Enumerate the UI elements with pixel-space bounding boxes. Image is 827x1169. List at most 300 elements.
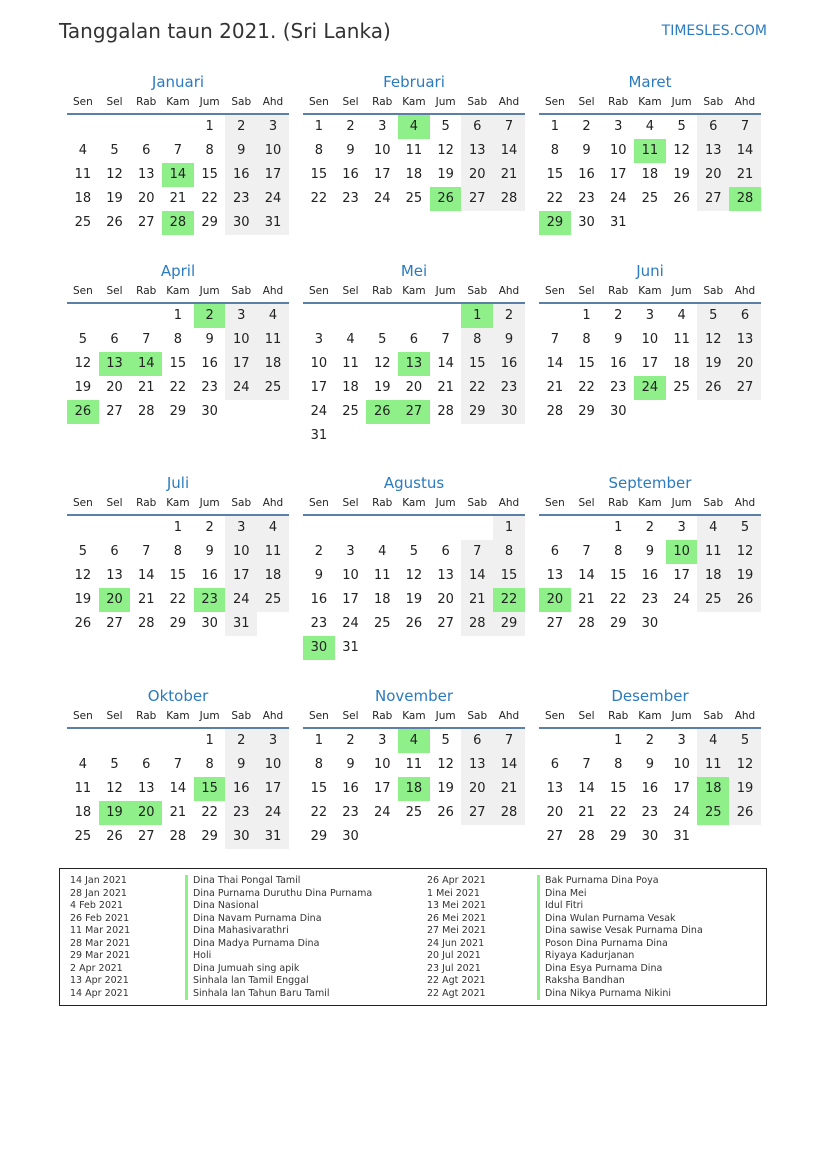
weekday-label: Sab bbox=[231, 710, 252, 722]
week-row bbox=[303, 139, 525, 163]
empty-cell bbox=[366, 424, 398, 448]
week-row bbox=[67, 801, 289, 825]
day-cell: 22 bbox=[169, 592, 187, 607]
week-row bbox=[67, 304, 289, 328]
day-cell: 12 bbox=[697, 328, 729, 352]
brand-link[interactable]: TIMESLES.COM bbox=[661, 23, 767, 39]
day-cell: 15 bbox=[201, 167, 218, 182]
day-cell: 5 bbox=[729, 516, 761, 540]
empty-cell bbox=[99, 729, 131, 753]
holiday-date: 14 Apr 2021 bbox=[70, 987, 129, 999]
day-cell: 22 bbox=[201, 805, 218, 820]
holiday-cell: 19 bbox=[99, 801, 131, 825]
weekday-label: Sab bbox=[703, 710, 724, 722]
day-cell: 31 bbox=[257, 211, 289, 235]
week-row bbox=[67, 777, 289, 801]
week-row bbox=[303, 564, 525, 588]
empty-cell bbox=[634, 400, 666, 424]
day-cell: 23 bbox=[641, 592, 659, 607]
day-cell: 5 bbox=[441, 733, 450, 748]
empty-cell bbox=[303, 516, 335, 540]
holiday-cell: 1 bbox=[461, 304, 493, 328]
empty-cell bbox=[493, 636, 525, 660]
weekday-label: Jum bbox=[671, 497, 692, 509]
day-cell: 25 bbox=[641, 191, 659, 206]
weekday-label: Rab bbox=[608, 497, 629, 509]
empty-cell bbox=[130, 115, 162, 139]
holiday-date: 11 Mar 2021 bbox=[70, 925, 131, 936]
day-cell: 25 bbox=[405, 191, 423, 206]
empty-cell bbox=[634, 211, 666, 235]
day-cell: 12 bbox=[673, 143, 690, 158]
empty-cell bbox=[398, 424, 430, 448]
weekday-label: Sen bbox=[72, 96, 93, 108]
day-cell: 16 bbox=[641, 568, 659, 583]
day-cell: 12 bbox=[373, 356, 391, 371]
day-cell: 3 bbox=[645, 308, 655, 323]
holiday-cell: 4 bbox=[398, 115, 430, 139]
day-cell: 13 bbox=[137, 781, 155, 796]
day-cell: 13 bbox=[461, 139, 493, 163]
weekday-label: Sen bbox=[308, 96, 329, 108]
day-cell: 21 bbox=[729, 163, 761, 187]
day-cell: 21 bbox=[493, 163, 525, 187]
empty-cell bbox=[539, 304, 571, 328]
empty-cell bbox=[366, 636, 398, 660]
day-cell: 5 bbox=[441, 119, 450, 134]
empty-cell bbox=[666, 211, 698, 235]
day-cell: 1 bbox=[205, 733, 214, 748]
day-cell: 22 bbox=[201, 191, 218, 206]
empty-cell bbox=[335, 304, 367, 328]
day-cell: 12 bbox=[74, 356, 92, 371]
day-cell: 10 bbox=[342, 568, 359, 583]
day-cell: 11 bbox=[405, 757, 423, 772]
day-cell: 24 bbox=[225, 588, 257, 612]
empty-cell bbox=[729, 400, 761, 424]
day-cell: 16 bbox=[342, 167, 359, 182]
weekday-label: Rab bbox=[136, 710, 157, 722]
day-cell: 29 bbox=[201, 215, 218, 230]
day-cell: 29 bbox=[609, 616, 627, 631]
day-cell: 9 bbox=[645, 757, 655, 772]
day-cell: 14 bbox=[546, 356, 564, 371]
week-row bbox=[303, 187, 525, 211]
week-row bbox=[303, 400, 525, 424]
weekday-label: Sab bbox=[231, 497, 252, 509]
day-cell: 7 bbox=[142, 544, 151, 559]
weekday-label: Kam bbox=[166, 710, 190, 722]
weekday-label: Kam bbox=[402, 497, 426, 509]
day-cell: 30 bbox=[342, 829, 359, 844]
empty-cell bbox=[67, 729, 99, 753]
weekday-header bbox=[303, 495, 525, 516]
day-cell: 1 bbox=[582, 308, 591, 323]
day-cell: 12 bbox=[74, 568, 92, 583]
day-cell: 6 bbox=[729, 304, 761, 328]
empty-cell bbox=[67, 304, 99, 328]
day-cell: 7 bbox=[173, 757, 183, 772]
week-row bbox=[539, 163, 761, 187]
holiday-date: 29 Mar 2021 bbox=[70, 950, 131, 961]
day-cell: 27 bbox=[546, 829, 564, 844]
day-cell: 24 bbox=[373, 191, 391, 206]
day-cell: 2 bbox=[645, 733, 655, 748]
day-cell: 23 bbox=[641, 805, 659, 820]
day-cell: 16 bbox=[342, 781, 359, 796]
day-cell: 7 bbox=[441, 332, 450, 347]
holiday-cell: 20 bbox=[130, 801, 162, 825]
day-cell: 22 bbox=[609, 592, 627, 607]
day-cell: 31 bbox=[342, 640, 359, 655]
holiday-cell: 15 bbox=[194, 777, 226, 801]
month-name: Februari bbox=[383, 73, 445, 91]
month-name: Mei bbox=[400, 262, 428, 280]
weekday-label: Kam bbox=[638, 497, 662, 509]
day-cell: 23 bbox=[225, 801, 257, 825]
day-cell: 3 bbox=[378, 119, 387, 134]
day-cell: 4 bbox=[677, 308, 686, 323]
week-row bbox=[539, 304, 761, 328]
weekday-header bbox=[539, 283, 761, 304]
empty-cell bbox=[430, 424, 462, 448]
weekday-label: Ahd bbox=[262, 497, 284, 509]
day-cell: 2 bbox=[582, 119, 591, 134]
holiday-cell: 20 bbox=[99, 588, 131, 612]
day-cell: 28 bbox=[493, 187, 525, 211]
day-cell: 30 bbox=[201, 616, 218, 631]
day-cell: 30 bbox=[225, 211, 257, 235]
day-cell: 25 bbox=[405, 805, 423, 820]
empty-cell bbox=[493, 825, 525, 849]
day-cell: 19 bbox=[74, 380, 92, 395]
month-juli bbox=[67, 471, 289, 636]
weekday-label: Ahd bbox=[498, 497, 520, 509]
weekday-label: Sel bbox=[106, 497, 123, 509]
weekday-header bbox=[67, 495, 289, 516]
day-cell: 8 bbox=[314, 757, 323, 772]
day-cell: 28 bbox=[578, 829, 595, 844]
week-row bbox=[539, 825, 761, 849]
week-row bbox=[67, 564, 289, 588]
week-row bbox=[67, 352, 289, 376]
day-cell: 14 bbox=[437, 356, 454, 371]
weekday-label: Jum bbox=[435, 497, 456, 509]
day-cell: 13 bbox=[729, 328, 761, 352]
weekday-label: Sel bbox=[342, 285, 359, 297]
week-row bbox=[539, 588, 761, 612]
day-cell: 2 bbox=[225, 115, 257, 139]
day-cell: 9 bbox=[205, 544, 214, 559]
empty-cell bbox=[398, 636, 430, 660]
day-cell: 5 bbox=[697, 304, 729, 328]
holiday-cell: 23 bbox=[194, 588, 226, 612]
day-cell: 25 bbox=[373, 616, 391, 631]
holiday-cell: 24 bbox=[634, 376, 666, 400]
day-cell: 2 bbox=[205, 520, 214, 535]
day-cell: 2 bbox=[225, 729, 257, 753]
week-row bbox=[303, 753, 525, 777]
empty-cell bbox=[67, 115, 99, 139]
empty-cell bbox=[225, 400, 257, 424]
day-cell: 9 bbox=[205, 332, 214, 347]
day-cell: 18 bbox=[74, 191, 92, 206]
day-cell: 30 bbox=[609, 404, 627, 419]
day-cell: 26 bbox=[74, 616, 92, 631]
day-cell: 8 bbox=[550, 143, 559, 158]
day-cell: 7 bbox=[729, 115, 761, 139]
day-cell: 18 bbox=[373, 592, 391, 607]
holiday-name: Dina Thai Pongal Tamil bbox=[185, 875, 372, 888]
weekday-label: Rab bbox=[136, 96, 157, 108]
weekday-label: Sel bbox=[578, 285, 595, 297]
weekday-label: Sel bbox=[578, 96, 595, 108]
empty-cell bbox=[729, 825, 761, 849]
day-cell: 26 bbox=[405, 616, 423, 631]
day-cell: 23 bbox=[342, 805, 359, 820]
month-name: September bbox=[608, 474, 692, 492]
weekday-label: Ahd bbox=[498, 285, 520, 297]
week-row bbox=[539, 612, 761, 636]
weekday-label: Sab bbox=[467, 710, 488, 722]
holiday-name: Dina Navam Purnama Dina bbox=[185, 913, 372, 926]
day-cell: 30 bbox=[201, 404, 218, 419]
day-cell: 24 bbox=[673, 592, 690, 607]
day-cell: 28 bbox=[137, 404, 155, 419]
day-cell: 12 bbox=[106, 781, 123, 796]
day-cell: 12 bbox=[106, 167, 123, 182]
day-cell: 5 bbox=[110, 757, 119, 772]
day-cell: 10 bbox=[373, 757, 391, 772]
day-cell: 6 bbox=[441, 544, 450, 559]
day-cell: 8 bbox=[173, 544, 183, 559]
day-cell: 22 bbox=[609, 805, 627, 820]
day-cell: 5 bbox=[729, 729, 761, 753]
day-cell: 15 bbox=[310, 167, 328, 182]
day-cell: 26 bbox=[729, 801, 761, 825]
day-cell: 26 bbox=[697, 376, 729, 400]
weekday-label: Kam bbox=[402, 285, 426, 297]
day-cell: 28 bbox=[461, 612, 493, 636]
day-cell: 20 bbox=[106, 380, 123, 395]
weekday-label: Sab bbox=[467, 285, 488, 297]
day-cell: 30 bbox=[641, 829, 659, 844]
day-cell: 16 bbox=[578, 167, 595, 182]
day-cell: 17 bbox=[225, 564, 257, 588]
day-cell: 6 bbox=[550, 757, 559, 772]
holiday-date: 1 Mei 2021 bbox=[427, 887, 480, 899]
day-cell: 20 bbox=[405, 380, 423, 395]
holiday-cell: 29 bbox=[539, 211, 571, 235]
day-cell: 25 bbox=[257, 376, 289, 400]
day-cell: 11 bbox=[257, 328, 289, 352]
day-cell: 23 bbox=[310, 616, 328, 631]
day-cell: 27 bbox=[106, 616, 123, 631]
week-row bbox=[303, 588, 525, 612]
month-name: April bbox=[160, 262, 196, 280]
weekday-label: Sab bbox=[231, 96, 252, 108]
holiday-cell: 13 bbox=[99, 352, 131, 376]
weekday-label: Rab bbox=[608, 96, 629, 108]
day-cell: 9 bbox=[225, 753, 257, 777]
weekday-label: Sel bbox=[106, 96, 123, 108]
day-cell: 10 bbox=[641, 332, 659, 347]
holiday-name: Dina Madya Purnama Dina bbox=[185, 938, 372, 951]
day-cell: 1 bbox=[314, 119, 323, 134]
weekday-label: Sab bbox=[703, 497, 724, 509]
empty-cell bbox=[130, 516, 162, 540]
empty-cell bbox=[539, 516, 571, 540]
holiday-date: 23 Jul 2021 bbox=[427, 962, 481, 974]
day-cell: 17 bbox=[641, 356, 659, 371]
day-cell: 10 bbox=[609, 143, 627, 158]
day-cell: 17 bbox=[609, 167, 627, 182]
weekday-label: Jum bbox=[671, 96, 692, 108]
week-row bbox=[303, 424, 525, 448]
holiday-cell: 28 bbox=[729, 187, 761, 211]
empty-cell bbox=[697, 211, 729, 235]
day-cell: 12 bbox=[405, 568, 423, 583]
day-cell: 16 bbox=[310, 592, 328, 607]
weekday-label: Kam bbox=[166, 96, 190, 108]
holiday-name: Dina Esya Purnama Dina bbox=[537, 963, 703, 976]
weekday-label: Ahd bbox=[734, 96, 756, 108]
week-row bbox=[67, 588, 289, 612]
day-cell: 29 bbox=[310, 829, 328, 844]
week-row bbox=[67, 187, 289, 211]
empty-cell bbox=[430, 516, 462, 540]
day-cell: 15 bbox=[546, 167, 564, 182]
day-cell: 5 bbox=[110, 143, 119, 158]
day-cell: 22 bbox=[310, 805, 328, 820]
weekday-label: Ahd bbox=[262, 285, 284, 297]
week-row bbox=[67, 729, 289, 753]
weekday-label: Sen bbox=[544, 497, 565, 509]
day-cell: 7 bbox=[493, 729, 525, 753]
day-cell: 1 bbox=[173, 308, 183, 323]
day-cell: 11 bbox=[697, 753, 729, 777]
holiday-cell: 26 bbox=[67, 400, 99, 424]
weekday-header bbox=[67, 94, 289, 115]
day-cell: 6 bbox=[461, 729, 493, 753]
week-row bbox=[67, 376, 289, 400]
day-cell: 15 bbox=[461, 352, 493, 376]
day-cell: 23 bbox=[225, 187, 257, 211]
weekday-label: Sen bbox=[308, 710, 329, 722]
day-cell: 20 bbox=[729, 352, 761, 376]
month-name: Januari bbox=[151, 73, 205, 91]
day-cell: 1 bbox=[614, 733, 623, 748]
day-cell: 3 bbox=[314, 332, 323, 347]
weekday-label: Sel bbox=[106, 285, 123, 297]
day-cell: 5 bbox=[78, 544, 87, 559]
day-cell: 14 bbox=[578, 781, 595, 796]
day-cell: 28 bbox=[493, 801, 525, 825]
day-cell: 23 bbox=[493, 376, 525, 400]
weekday-label: Ahd bbox=[734, 285, 756, 297]
day-cell: 12 bbox=[729, 753, 761, 777]
month-oktober bbox=[67, 684, 289, 849]
holiday-date: 4 Feb 2021 bbox=[70, 900, 124, 911]
day-cell: 15 bbox=[310, 781, 328, 796]
day-cell: 19 bbox=[373, 380, 391, 395]
empty-cell bbox=[162, 729, 194, 753]
holiday-name: Dina sawise Vesak Purnama Dina bbox=[537, 925, 703, 938]
day-cell: 23 bbox=[578, 191, 595, 206]
week-row bbox=[303, 516, 525, 540]
week-row bbox=[539, 187, 761, 211]
day-cell: 19 bbox=[74, 592, 92, 607]
day-cell: 15 bbox=[169, 356, 187, 371]
week-row bbox=[303, 540, 525, 564]
day-cell: 8 bbox=[614, 757, 623, 772]
weekday-label: Rab bbox=[372, 285, 393, 297]
day-cell: 1 bbox=[314, 733, 323, 748]
weekday-label: Jum bbox=[435, 96, 456, 108]
holiday-date: 26 Mei 2021 bbox=[427, 912, 486, 924]
holiday-name: Sinhala lan Tamil Enggal bbox=[185, 975, 372, 988]
day-cell: 29 bbox=[578, 404, 595, 419]
week-row bbox=[67, 328, 289, 352]
empty-cell bbox=[430, 304, 462, 328]
week-row bbox=[303, 636, 525, 660]
weekday-label: Jum bbox=[199, 497, 220, 509]
day-cell: 4 bbox=[346, 332, 355, 347]
day-cell: 14 bbox=[578, 568, 595, 583]
empty-cell bbox=[398, 516, 430, 540]
empty-cell bbox=[335, 516, 367, 540]
weekday-label: Sel bbox=[106, 710, 123, 722]
day-cell: 2 bbox=[314, 544, 323, 559]
weekday-label: Rab bbox=[372, 96, 393, 108]
week-row bbox=[539, 516, 761, 540]
day-cell: 14 bbox=[137, 568, 155, 583]
day-cell: 1 bbox=[614, 520, 623, 535]
day-cell: 10 bbox=[373, 143, 391, 158]
day-cell: 4 bbox=[257, 304, 289, 328]
month-name: Agustus bbox=[383, 474, 445, 492]
week-row bbox=[539, 777, 761, 801]
day-cell: 26 bbox=[673, 191, 690, 206]
weekday-label: Jum bbox=[435, 285, 456, 297]
day-cell: 31 bbox=[257, 825, 289, 849]
day-cell: 24 bbox=[225, 376, 257, 400]
day-cell: 31 bbox=[310, 428, 328, 443]
day-cell: 2 bbox=[346, 733, 355, 748]
month-mei bbox=[303, 259, 525, 448]
day-cell: 15 bbox=[609, 568, 627, 583]
day-cell: 4 bbox=[697, 516, 729, 540]
day-cell: 24 bbox=[609, 191, 627, 206]
day-cell: 9 bbox=[346, 143, 355, 158]
day-cell: 21 bbox=[169, 191, 187, 206]
empty-cell bbox=[571, 729, 603, 753]
empty-cell bbox=[461, 825, 493, 849]
empty-cell bbox=[366, 516, 398, 540]
month-juni bbox=[539, 259, 761, 424]
day-cell: 29 bbox=[461, 400, 493, 424]
day-cell: 30 bbox=[641, 616, 659, 631]
weekday-label: Sab bbox=[703, 285, 724, 297]
day-cell: 6 bbox=[550, 544, 559, 559]
weekday-header bbox=[67, 708, 289, 729]
holiday-cell: 18 bbox=[398, 777, 430, 801]
day-cell: 6 bbox=[409, 332, 419, 347]
day-cell: 6 bbox=[142, 757, 151, 772]
empty-cell bbox=[666, 400, 698, 424]
holiday-date: 20 Jul 2021 bbox=[427, 950, 481, 961]
weekday-label: Kam bbox=[402, 710, 426, 722]
